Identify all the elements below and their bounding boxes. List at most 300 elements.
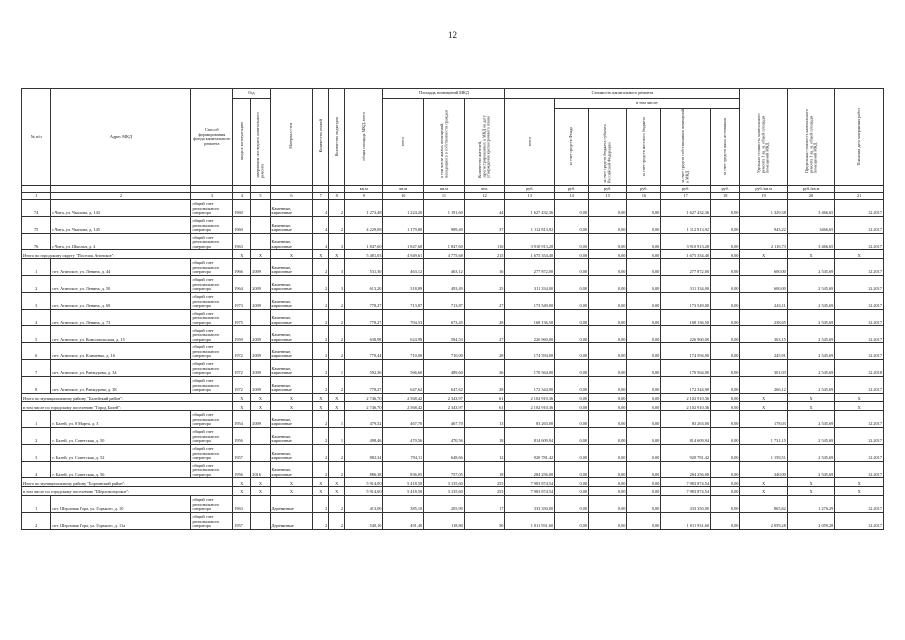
column-number-cell: 21 (835, 193, 884, 200)
table-cell: 226 960,00 (661, 326, 711, 343)
table-cell: 12.2017 (835, 326, 884, 343)
unit-cell: чел. (464, 186, 505, 193)
subtotal-cell: 0,00 (711, 402, 740, 411)
table-cell: Каменные, кирпичные (270, 216, 313, 233)
table-cell: 2 (313, 512, 329, 529)
table-cell: 0,00 (711, 512, 740, 529)
subtotal-cell: 2 102 910,36 (505, 393, 555, 402)
table-cell: 4 (313, 216, 329, 233)
table-cell: 1957 (233, 512, 251, 529)
subtotal-cell: Х (313, 487, 329, 496)
table-cell: 2 545,69 (787, 359, 834, 376)
table-cell: 2 (329, 326, 345, 343)
header-group-year: Год (233, 89, 270, 99)
subtotal-cell: 5 914,00 (345, 487, 383, 496)
subtotal-label: в том числе по городскому поселению "Город Балей": (22, 402, 233, 411)
subtotal-row (22, 250, 884, 259)
table-cell: 340,00 (740, 461, 787, 478)
table-cell: общий счет регионального оператора (191, 427, 233, 444)
table-body (22, 200, 884, 530)
table-cell: Каменные, кирпичные (270, 359, 313, 376)
table-cell: 2 (313, 411, 329, 428)
table-cell: 0,00 (711, 444, 740, 461)
subtotal-cell: 0,00 (627, 487, 661, 496)
table-cell: 920 781,42 (505, 444, 555, 461)
table-cell: 44 (464, 200, 505, 217)
unit-cell: руб. (711, 186, 740, 193)
table-cell: 226 960,00 (505, 326, 555, 343)
header-row-1 (22, 89, 884, 99)
table-cell: 2 (329, 444, 345, 461)
table-cell: 277 872,00 (505, 259, 555, 276)
table-cell: 0,00 (627, 292, 661, 309)
table-cell: 0,00 (627, 233, 661, 250)
table-cell: 27 (464, 326, 505, 343)
table-cell: 12.2017 (835, 444, 884, 461)
table-cell: Каменные, кирпичные (270, 275, 313, 292)
table-cell: Каменные, кирпичные (270, 343, 313, 360)
subtotal-cell: Х (329, 402, 345, 411)
table-cell: 2 (22, 275, 51, 292)
table-cell: 2 (313, 309, 329, 326)
subtotal-cell: Х (233, 478, 251, 487)
table-cell: 3 910 913,28 (661, 233, 711, 250)
table-cell: 36 (464, 359, 505, 376)
subtotal-cell: 0,00 (555, 402, 589, 411)
table-cell: 1960 (233, 216, 251, 233)
table-cell: 0,00 (627, 326, 661, 343)
subtotal-cell: 255 (464, 478, 505, 487)
subtotal-cell: 0,00 (589, 393, 627, 402)
table-cell: 1 (22, 495, 51, 512)
table-cell: 540,10 (345, 512, 383, 529)
table-cell: 284 256,00 (661, 461, 711, 478)
table-cell: 2009 (251, 326, 270, 343)
unit-cell: руб. (661, 186, 711, 193)
subtotal-cell: 5 418,50 (383, 487, 424, 496)
table-cell: 1 159,51 (740, 444, 787, 461)
table-cell: г. Балей, ул. Советская, д. 52 (51, 444, 191, 461)
subtotal-cell: Х (787, 487, 834, 496)
subtotal-cell: Х (787, 393, 834, 402)
table-cell: 333 350,00 (505, 495, 555, 512)
table-cell: 363,15 (740, 326, 787, 343)
unit-cell (51, 186, 191, 193)
table-cell: 1 (329, 427, 345, 444)
table-cell: г.Чита, ул. Чкалова, д. 145 (51, 216, 191, 233)
table-cell: общий счет регионального оператора (191, 376, 233, 393)
table-cell: 2009 (251, 411, 270, 428)
table-cell: 3 (329, 233, 345, 250)
table-cell: 311 334,00 (661, 275, 711, 292)
subtotal-cell: 0,00 (627, 250, 661, 259)
table-cell: 75 (22, 216, 51, 233)
table-cell: 566,60 (383, 359, 424, 376)
unit-cell: руб. (589, 186, 627, 193)
table-cell: 0,00 (589, 216, 627, 233)
table-cell (251, 427, 270, 444)
table-cell: 174 594,00 (661, 343, 711, 360)
subtotal-cell: Х (740, 487, 787, 496)
subtotal-cell: Х (270, 487, 313, 496)
table-cell: пгт. Агинское, ул. Комсомольская, д. 15 (51, 326, 191, 343)
table-cell: 0,00 (589, 275, 627, 292)
subtotal-label: Итого по муниципальному району "Балейский район": (22, 393, 233, 402)
table-cell: 0,00 (711, 309, 740, 326)
unit-cell (191, 186, 233, 193)
subtotal-cell: Х (313, 478, 329, 487)
table-cell: 0,00 (555, 233, 589, 250)
table-cell: 0,00 (711, 275, 740, 292)
unit-cell: кв.м (424, 186, 465, 193)
table-cell: 778,27 (345, 292, 383, 309)
subtotal-cell: 7 983 874,54 (505, 478, 555, 487)
table-cell: 178,03 (740, 411, 787, 428)
table-cell: 12.2017 (835, 343, 884, 360)
table-cell: 238,65 (740, 309, 787, 326)
header-col-floors: Количество этажей (313, 89, 329, 186)
table-cell: 0,00 (589, 233, 627, 250)
table-cell: 385,10 (383, 495, 424, 512)
table-cell: 2 (329, 495, 345, 512)
header-col-entrances: Количество подъездов (329, 89, 345, 186)
table-cell: 0,00 (555, 461, 589, 478)
header-col-owners: за счет средств собственников помещений в МКД (661, 109, 711, 186)
table-cell: 491,40 (383, 512, 424, 529)
table-cell: общий счет регионального оператора (191, 326, 233, 343)
table-cell: 2 (329, 292, 345, 309)
table-cell: Деревянные (270, 495, 313, 512)
table-cell: 2 (329, 376, 345, 393)
table-cell: 0,00 (627, 512, 661, 529)
subtotal-cell: Х (233, 250, 251, 259)
table-cell: 2 (313, 495, 329, 512)
column-number-cell: 11 (424, 193, 465, 200)
column-number-cell: 12 (464, 193, 505, 200)
table-cell: 1 191,60 (424, 200, 465, 217)
table-cell: 2 (313, 275, 329, 292)
table-cell: г.Чита, ул. Школьн, д. 4 (51, 233, 191, 250)
unit-cell (270, 186, 313, 193)
table-cell: 0,00 (555, 326, 589, 343)
column-number-cell: 13 (505, 193, 555, 200)
subtotal-label: Итого по городскому округу "Поселок Агинское": (22, 250, 233, 259)
table-cell: 76 (22, 233, 51, 250)
subtotal-cell: Х (313, 250, 329, 259)
table-cell: 3 466,65 (787, 200, 834, 217)
table-cell: 168 136,50 (505, 309, 555, 326)
table-cell: 1957 (233, 444, 251, 461)
table-cell: 2 (313, 343, 329, 360)
table-row (22, 444, 884, 461)
column-number-cell: 5 (251, 193, 270, 200)
table-cell: 0,00 (627, 259, 661, 276)
subtotal-cell: 0,00 (627, 393, 661, 402)
table-cell: 12 (464, 444, 505, 461)
table-cell: 648,66 (424, 444, 465, 461)
table-cell: 30 (464, 512, 505, 529)
table-cell: 3 (329, 275, 345, 292)
table-cell: 2 (22, 427, 51, 444)
column-number-cell: 10 (383, 193, 424, 200)
table-cell: 0,00 (627, 444, 661, 461)
table-cell: 836,05 (383, 461, 424, 478)
header-col-method: Способ формирования фонда капитального ремонта (191, 89, 233, 186)
table-cell: 2 545,69 (787, 461, 834, 478)
table-cell: 463,12 (424, 259, 465, 276)
table-cell: 943,22 (740, 216, 787, 233)
table-cell: Каменные, кирпичные (270, 200, 313, 217)
subtotal-cell: Х (329, 487, 345, 496)
table-cell: 0,00 (711, 376, 740, 393)
table-cell: 3 466,65 (787, 233, 834, 250)
table-cell: 1 (329, 359, 345, 376)
header-col-unit-cost: Удельная стоимость капитального ремонта 1 кв. м. общей площади помещений МКД (740, 89, 787, 186)
table-cell: 592,30 (345, 359, 383, 376)
table-cell: 0,00 (711, 292, 740, 309)
subtotal-cell: Х (233, 487, 251, 496)
subtotal-row (22, 393, 884, 402)
table-cell (251, 233, 270, 250)
table-cell: Каменные, кирпичные (270, 444, 313, 461)
table-cell: 2 545,69 (787, 292, 834, 309)
table-cell: 1 (22, 259, 51, 276)
table-cell: 814 609,94 (661, 427, 711, 444)
subtotal-cell: 61 (464, 402, 505, 411)
table-cell: 28 (464, 309, 505, 326)
table-cell: 0,00 (627, 461, 661, 478)
table-cell (251, 309, 270, 326)
table-cell: 2 (313, 444, 329, 461)
table-cell: 470,56 (424, 427, 465, 444)
table-cell: 647,62 (424, 376, 465, 393)
table-cell: 1956 (233, 427, 251, 444)
table-cell: 2009 (251, 292, 270, 309)
table-cell: 12.2017 (835, 292, 884, 309)
subtotal-cell: 4 775,68 (424, 250, 465, 259)
subtotal-cell: 0,00 (627, 402, 661, 411)
table-cell: 0,00 (711, 259, 740, 276)
table-cell: 493,49 (424, 275, 465, 292)
table-cell: 118,80 (424, 512, 465, 529)
table-cell: 0,00 (627, 495, 661, 512)
table-cell: 0,00 (589, 292, 627, 309)
unit-cell: руб. (505, 186, 555, 193)
table-cell: 170 564,00 (505, 359, 555, 376)
table-cell: 757,05 (424, 461, 465, 478)
table-cell: 0,00 (711, 427, 740, 444)
header-col-max-cost: Предельная стоимость капитального ремонта 1 кв. м. общей площади помещений МКД (787, 89, 834, 186)
subtotal-cell: 2 343,97 (424, 402, 465, 411)
table-row (22, 427, 884, 444)
table-cell: 1966 (233, 259, 251, 276)
table-cell (251, 216, 270, 233)
table-cell: 778,27 (345, 309, 383, 326)
subtotal-cell: Х (835, 487, 884, 496)
table-cell: Каменные, кирпичные (270, 259, 313, 276)
table-cell: 2 545,69 (787, 259, 834, 276)
table-cell: 12.2017 (835, 427, 884, 444)
table-cell: 489,60 (424, 359, 465, 376)
subtotal-cell: 0,00 (711, 487, 740, 496)
header-col-deadline: Плановая дата завершения работ (835, 89, 884, 186)
header-col-other: за счет средств иных источников (711, 109, 740, 186)
table-cell: 17 (464, 495, 505, 512)
table-cell: 12.2017 (835, 233, 884, 250)
subtotal-cell: 0,00 (711, 478, 740, 487)
subtotal-cell: 0,00 (555, 250, 589, 259)
table-cell (251, 200, 270, 217)
column-number-cell: 7 (313, 193, 329, 200)
subtotal-cell: 2 746,70 (345, 402, 383, 411)
table-cell: 0,00 (555, 292, 589, 309)
table-cell: 1960 (233, 200, 251, 217)
table-cell: 116 (464, 233, 505, 250)
table-cell: 0,00 (711, 343, 740, 360)
table-cell: 2 (329, 461, 345, 478)
table-cell: 624,98 (383, 326, 424, 343)
table-row (22, 275, 884, 292)
subtotal-cell: 2 568,42 (383, 393, 424, 402)
table-cell: г. Балей, ул. Советская, д. 56 (51, 461, 191, 478)
table-cell: 0,00 (627, 275, 661, 292)
table-cell: 2 545,69 (787, 376, 834, 393)
subtotal-cell: Х (740, 393, 787, 402)
table-cell: 0,00 (589, 343, 627, 360)
table-cell: 1 627 432,36 (661, 200, 711, 217)
table-cell: 865,62 (740, 495, 787, 512)
subtotal-cell: Х (835, 402, 884, 411)
subtotal-cell: Х (251, 402, 270, 411)
subtotal-cell: 2 568,42 (383, 402, 424, 411)
subtotal-cell: 1 675 354,40 (661, 250, 711, 259)
table-cell: Каменные, кирпичные (270, 461, 313, 478)
subtotal-cell: Х (329, 478, 345, 487)
header-col-year-last: завершения последнего капитального ремонта (251, 99, 270, 186)
table-cell: 3 (22, 444, 51, 461)
table-cell: 2 (329, 343, 345, 360)
table-cell: 0,00 (711, 359, 740, 376)
table-cell: 245,91 (740, 343, 787, 360)
table-cell: 0,00 (555, 495, 589, 512)
table-row (22, 512, 884, 529)
table-cell: 0,00 (627, 411, 661, 428)
table-cell: 12.2017 (835, 275, 884, 292)
table-cell: 4 (22, 461, 51, 478)
table-cell: 37 (464, 216, 505, 233)
table-cell: 13 (464, 411, 505, 428)
table-row (22, 461, 884, 478)
table-cell: 0,00 (555, 359, 589, 376)
table-cell: 2 (313, 359, 329, 376)
table-cell: 2 (329, 512, 345, 529)
table-cell: 83 263,00 (505, 411, 555, 428)
table-cell: 0,00 (711, 216, 740, 233)
table-cell: 1 011 931,60 (505, 512, 555, 529)
header-col-material: Материал стен (270, 89, 313, 186)
unit-cell: руб./кв.м (740, 186, 787, 193)
table-cell: 1 847,60 (383, 233, 424, 250)
table-cell: 3 (22, 292, 51, 309)
table-cell: 2 (313, 259, 329, 276)
subtotal-cell: 7 983 874,54 (661, 487, 711, 496)
table-cell: пгт. Агинское, ул. Ленина, д. 44 (51, 259, 191, 276)
table-cell: 83 263,00 (661, 411, 711, 428)
subtotal-cell: Х (740, 478, 787, 487)
table-cell: Деревянные (270, 512, 313, 529)
subtotal-cell: Х (313, 402, 329, 411)
table-cell: 2 (313, 326, 329, 343)
table-cell: 172 344,90 (661, 376, 711, 393)
column-number-cell: 8 (329, 193, 345, 200)
table-cell: 173 549,00 (505, 292, 555, 309)
subtotal-cell: Х (251, 250, 270, 259)
table-cell: 12.2017 (835, 376, 884, 393)
header-col-region: за счет средств бюджета субъекта Российской Федерации (589, 109, 627, 186)
subtotal-cell: Х (270, 478, 313, 487)
subtotal-cell: Х (740, 250, 787, 259)
table-cell: 4 (22, 309, 51, 326)
table-cell: 584,53 (424, 326, 465, 343)
table-cell: 6 (22, 343, 51, 360)
table-cell: 0,00 (555, 309, 589, 326)
table-cell: 1972 (233, 343, 251, 360)
subtotal-cell: Х (329, 393, 345, 402)
table-cell: общий счет регионального оператора (191, 200, 233, 217)
table-cell: 647,62 (383, 376, 424, 393)
table-cell: общий счет регионального оператора (191, 512, 233, 529)
table-cell: 1975 (233, 309, 251, 326)
column-number-cell: 20 (787, 193, 834, 200)
table-cell: 794,11 (383, 444, 424, 461)
table-cell: пгт. Агинское, ул. Ранжурова, д. 38 (51, 376, 191, 393)
subtotal-cell: 0,00 (627, 478, 661, 487)
table-cell: 0,00 (627, 309, 661, 326)
table-row (22, 292, 884, 309)
table-cell: Каменные, кирпичные (270, 233, 313, 250)
table-cell: пгт. Агинское, ул. Ленина, д. 73 (51, 309, 191, 326)
table-cell: 12.2017 (835, 259, 884, 276)
table-row (22, 259, 884, 276)
table-cell: 2 (329, 216, 345, 233)
table-cell: Каменные, кирпичные (270, 292, 313, 309)
table-cell: 2009 (251, 343, 270, 360)
table-cell: 0,00 (589, 461, 627, 478)
table-cell: 0,00 (555, 275, 589, 292)
column-number-cell: 6 (270, 193, 313, 200)
table-cell: 0,00 (627, 376, 661, 393)
table-row (22, 411, 884, 428)
table-cell: общий счет регионального оператора (191, 275, 233, 292)
table-cell: 882,34 (345, 444, 383, 461)
page-number: 12 (448, 30, 457, 40)
subtotal-cell: Х (787, 478, 834, 487)
table-cell: общий счет регионального оператора (191, 216, 233, 233)
table-cell: 0,00 (589, 359, 627, 376)
table-cell: г.Чита, ул. Чкалова, д. 143 (51, 200, 191, 217)
table-cell: общий счет регионального оператора (191, 444, 233, 461)
header-col-year-built: ввода в эксплуатацию (233, 99, 251, 186)
units-row (22, 186, 884, 193)
subtotal-cell: 7 983 874,54 (505, 487, 555, 496)
subtotal-cell: Х (251, 487, 270, 496)
table-cell: 0,00 (555, 512, 589, 529)
table-row (22, 376, 884, 393)
table-cell: 2 545,69 (787, 411, 834, 428)
table-cell: общий счет регионального оператора (191, 233, 233, 250)
table-row (22, 326, 884, 343)
subtotal-cell: 0,00 (555, 478, 589, 487)
